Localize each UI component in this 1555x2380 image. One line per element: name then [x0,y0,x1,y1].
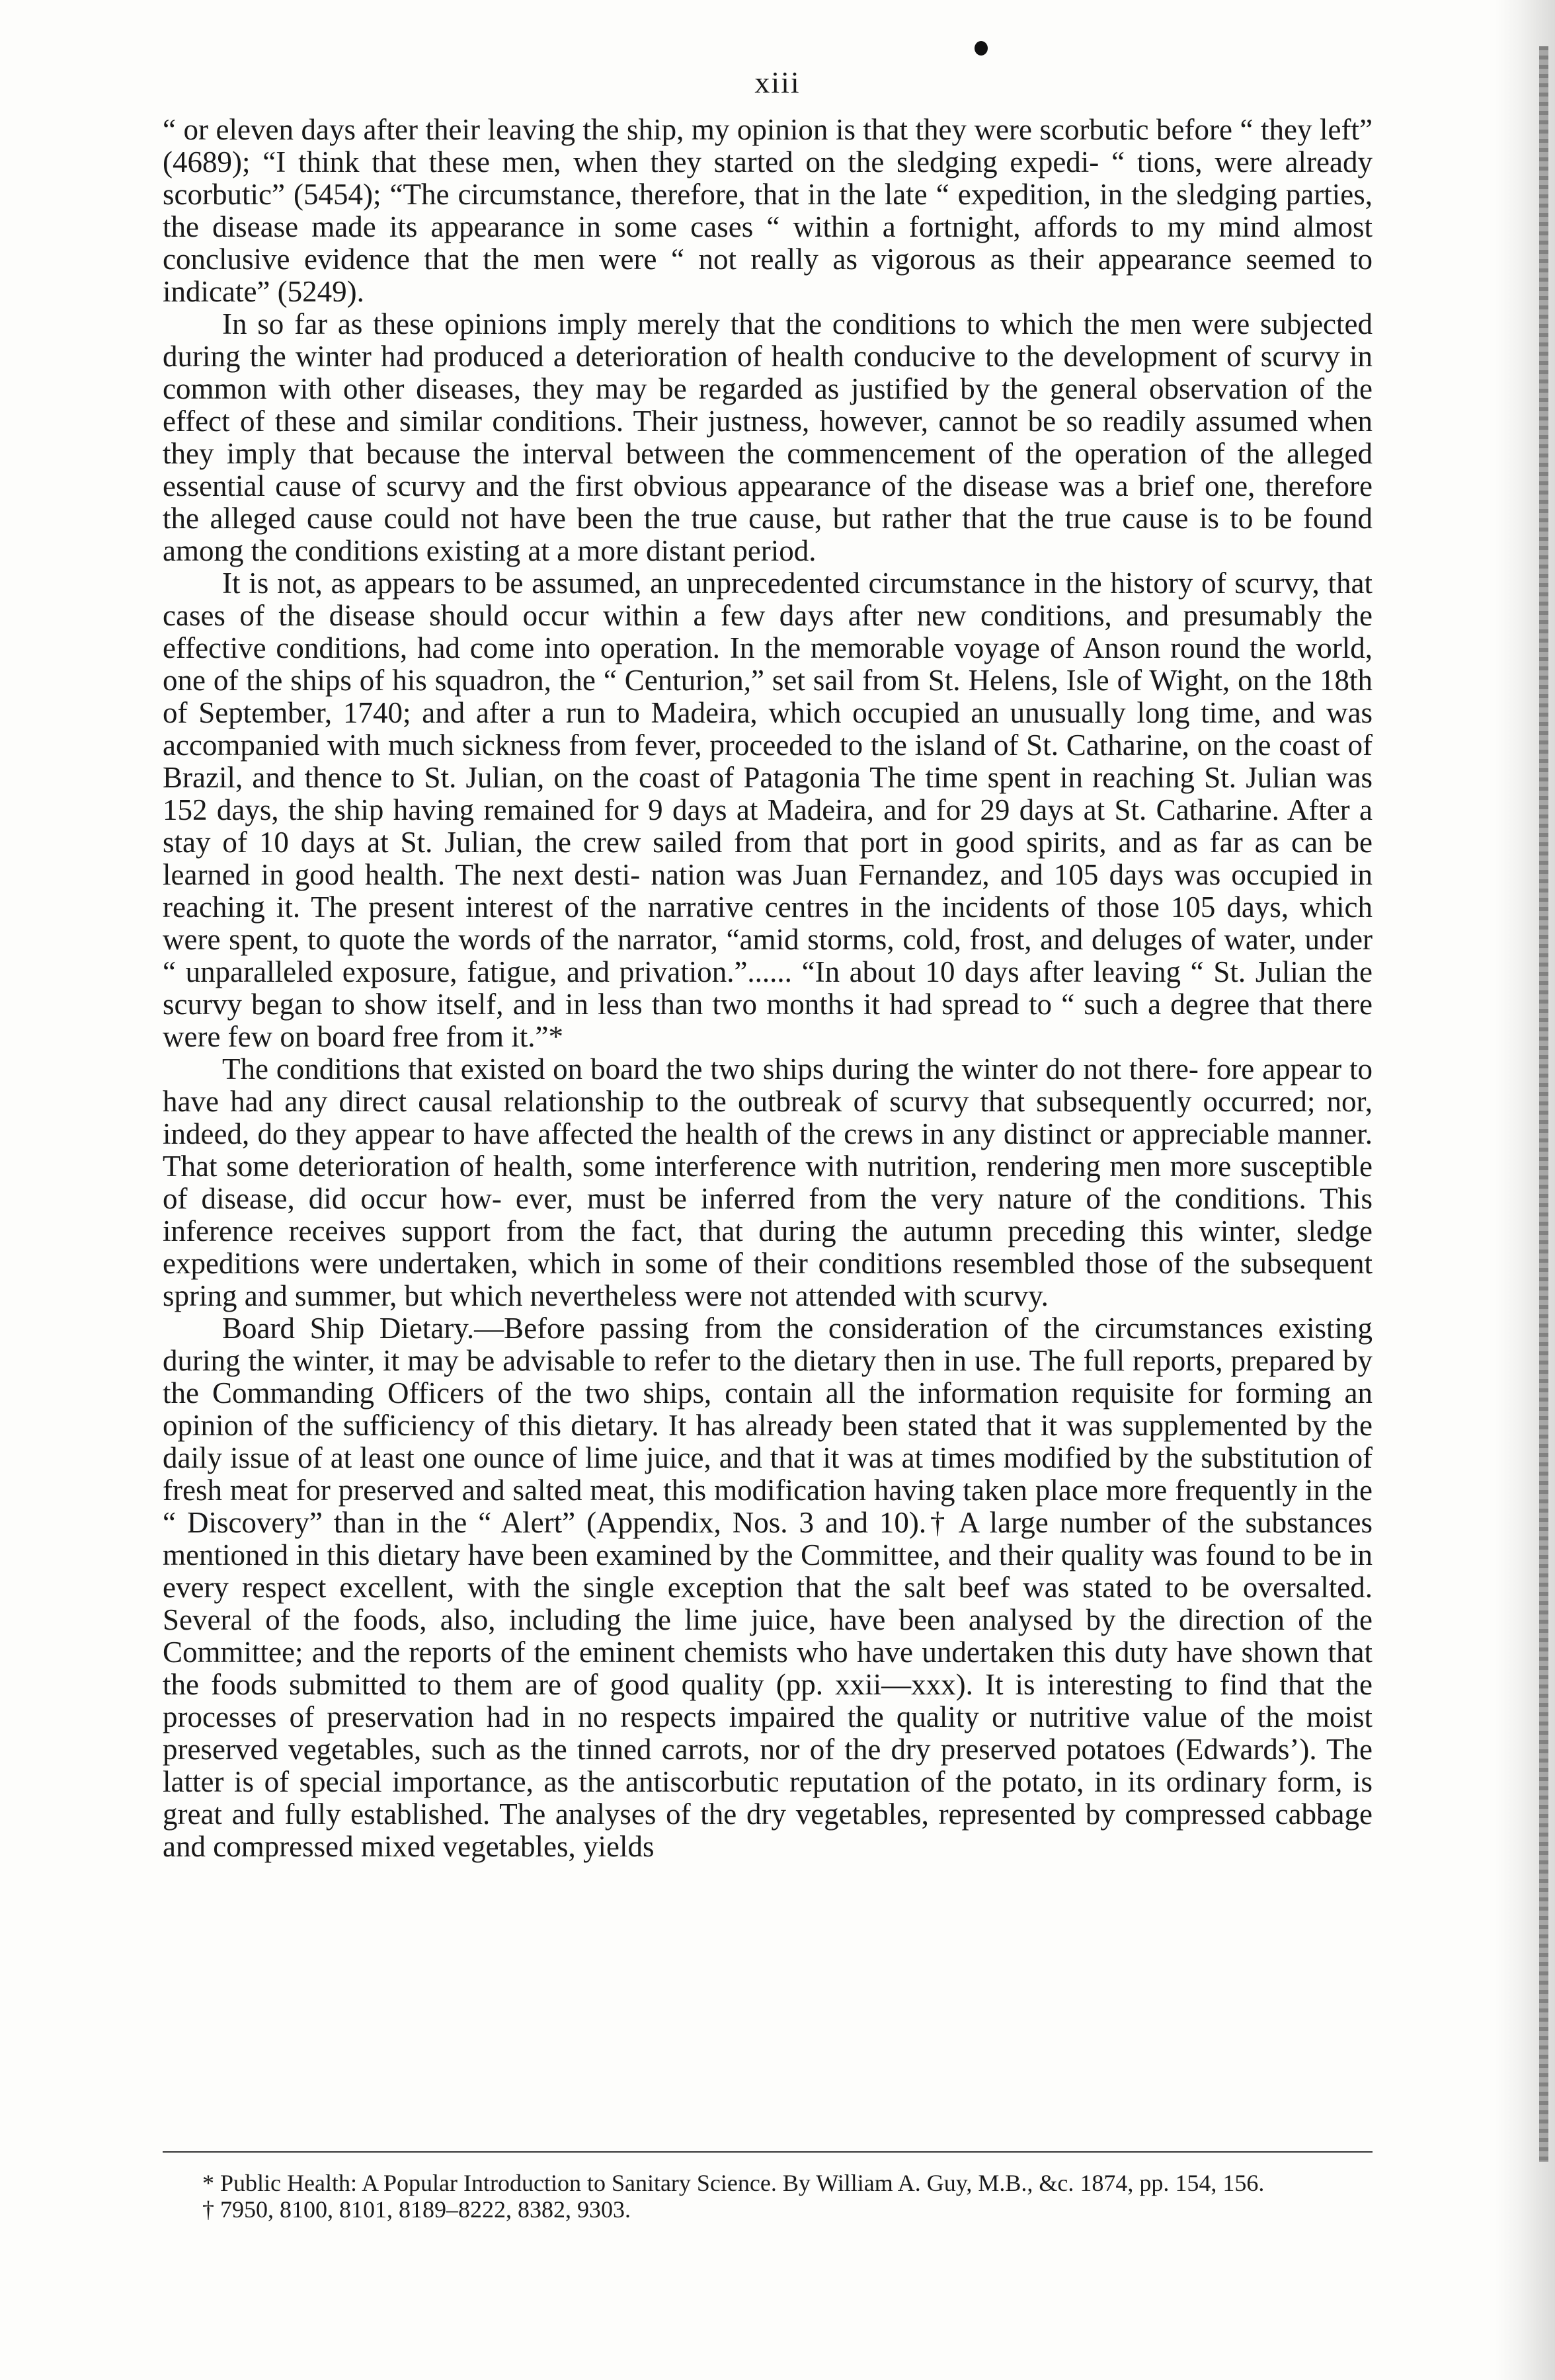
paragraph: “ or eleven days after their leaving the ship, my opinion is that they were scorbutic before “ they left” (4689); “I think that these men, when they started on the sledging expedi- “ tions, were already scorbutic” (5454); “The circumstance, therefore, that in the late “ expedition, in the sledging parties, the disease made its appearance in some cases “ within a fortnight, affords to my mind almost conclusive evidence that the men were “ not really as vigorous as their appearance seemed to indicate” (5249). [163,113,1373,308]
paragraph: The conditions that existed on board the two ships during the winter do not there- fore appear to have had any direct causal relationship to the outbreak of scurvy that subsequently occurred; nor, indeed, do they appear to have affected the health of the crews in any distinct or appreciable manner. That some deterioration of health, some interference with nutrition, rendering men more susceptible of disease, did occur how- ever, must be inferred from the very nature of the conditions. This inference receives support from the fact, that during the autumn preceding this winter, sledge expeditions were undertaken, which in some of their conditions resembled those of the subsequent spring and summer, but which nevertheless were not attended with scurvy. [163,1052,1373,1312]
footnote: † 7950, 8100, 8101, 8189–8222, 8382, 9303. [202,2196,631,2223]
main-text [163,114,1373,1863]
footnote-divider [163,2151,1373,2153]
paragraph: In so far as these opinions imply merely that the conditions to which the men were subjected during the winter had produced a deterioration of health conducive to the development of scurvy in common with other diseases, they may be regarded as justified by the general observation of the effect of these and similar conditions. Their justness, however, cannot be so readily assumed when they imply that because the interval between the commencement of the operation of the alleged essential cause of scurvy and the first obvious appearance of the disease was a brief one, therefore the alleged cause could not have been the true cause, but rather that the true cause is to be found among the conditions existing at a more distant period. [163,307,1373,567]
ink-dot [975,41,988,56]
footnotes [163,2170,1373,2223]
paragraph: Board Ship Dietary.—Before passing from the consideration of the circumstances existing during the winter, it may be advisable to refer to the dietary then in use. The full reports, prepared by the Commanding Officers of the two ships, contain all the information requisite for forming an opinion of the sufficiency of this dietary. It has already been stated that it was supplemented by the daily issue of at least one ounce of lime juice, and that it was at times modified by the substitution of fresh meat for preserved and salted meat, this modification having taken place more frequently in the “ Discovery” than in the “ Alert” (Appendix, Nos. 3 and 10).† A large number of the substances mentioned in this dietary have been examined by the Committee, and their quality was found to be in every respect excellent, with the single exception that the salt beef was stated to be oversalted. Several of the foods, also, including the lime juice, have been analysed by the direction of the Committee; and the reports of the eminent chemists who have undertaken this duty have shown that the foods submitted to them are of good quality (pp. xxii—xxx). It is interesting to find that the processes of preservation had in no respects impaired the quality or nutritive value of the moist preserved vegetables, such as the tinned carrots, nor of the dry preserved potatoes (Edwards’). The latter is of special importance, as the antiscorbutic reputation of the potato, in its ordinary form, is great and fully established. The analyses of the dry vegetables, represented by compressed cabbage and compressed mixed vegetables, yields [163,1312,1373,1863]
page-number: xiii [754,65,801,99]
paragraph: It is not, as appears to be assumed, an unprecedented circumstance in the history of scurvy, that cases of the disease should occur within a few days after new conditions, and presumably the effective conditions, had come into operation. In the memorable voyage of Anson round the world, one of the ships of his squadron, the “ Centurion,” set sail from St. Helens, Isle of Wight, on the 18th of September, 1740; and after a run to Madeira, which occupied an unusually long time, and was accompanied with much sickness from fever, proceeded to the island of St. Catharine, on the coast of Brazil, and thence to St. Julian, on the coast of Patagonia The time spent in reaching St. Julian was 152 days, the ship having remained for 9 days at Madeira, and for 29 days at St. Catharine. After a stay of 10 days at St. Julian, the crew sailed from that port in good spirits, and as far as can be learned in good health. The next desti- nation was Juan Fernandez, and 105 days was occupied in reaching it. The present interest of the narrative centres in the incidents of those 105 days, which were spent, to quote the words of the narrator, “amid storms, cold, frost, and deluges of water, under “ unparalleled exposure, fatigue, and privation.”...... “In about 10 days after leaving “ St. Julian the scurvy began to show itself, and in less than two months it had spread to “ such a degree that there were few on board free from it.”* [163,567,1373,1053]
footnote: * Public Health: A Popular Introduction to Sanitary Science. By William A. Guy, M.B., &c. 1874, pp. 154, 156. [202,2170,1265,2196]
binding-edge [1539,46,1548,2162]
